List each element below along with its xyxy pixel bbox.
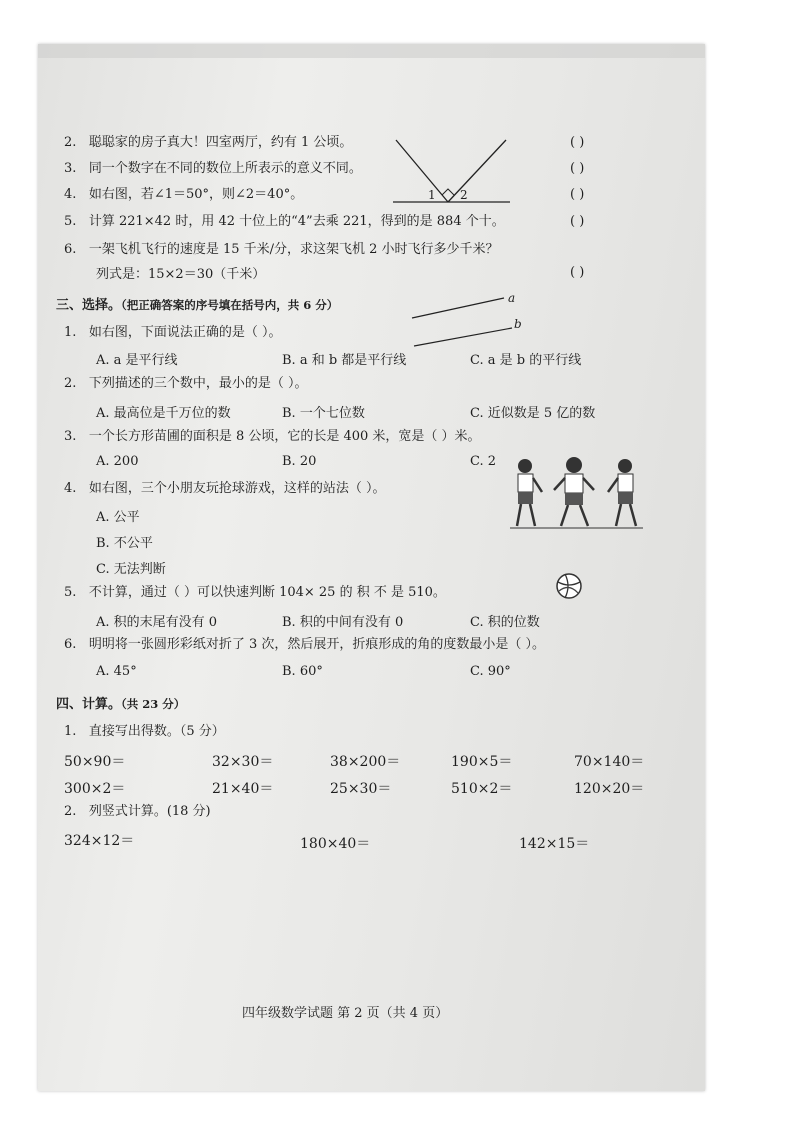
judge-item-6-formula: 列式是：15×2＝30（千米） (96, 267, 266, 282)
choice-q6: 6. 明明将一张圆形彩纸对折了 3 次，然后展开，折痕形成的角的度数最小是（ ）。 (64, 637, 545, 652)
calc-item: 190×5＝ (451, 754, 513, 770)
section-calc-heading: 四、计算。（共 23 分） (56, 697, 186, 712)
child-middle-figure (554, 457, 594, 526)
answer-paren: ( ) (570, 265, 585, 280)
choice-q1-option-b: B. a 和 b 都是平行线 (282, 353, 407, 368)
page-footer: 四年级数学试题 第 2 页（共 4 页） (242, 1006, 449, 1021)
choice-q2-option-a: A. 最高位是千万位的数 (96, 406, 231, 421)
angle-figure (388, 136, 513, 206)
choice-q3-option-b: B. 20 (282, 454, 317, 469)
calc-item: 70×140＝ (574, 754, 645, 770)
line-b-label: b (514, 317, 522, 331)
calc-item: 21×40＝ (212, 781, 274, 797)
calc-item: 510×2＝ (451, 781, 513, 797)
judge-item-4: 4. 如右图，若∠1＝50°，则∠2＝40°。 (64, 187, 304, 202)
choice-q1-option-c: C. a 是 b 的平行线 (470, 353, 582, 368)
choice-q3-option-a: A. 200 (96, 454, 139, 469)
exam-paper (38, 44, 705, 1091)
answer-paren: ( ) (570, 161, 585, 176)
line-a-label: a (508, 291, 516, 305)
calc-item: 50×90＝ (64, 754, 126, 770)
vertical-calc-item: 324×12＝ (64, 833, 135, 849)
choice-q1: 1. 如右图，下面说法正确的是（ ）。 (64, 325, 282, 340)
answer-paren: ( ) (570, 187, 585, 202)
parallel-lines-figure (408, 290, 528, 350)
calc-item: 38×200＝ (330, 754, 401, 770)
judge-item-5: 5. 计算 221×42 时，用 42 十位上的“4”去乘 221，得到的是 884 个十。 (64, 214, 505, 229)
ball-icon (554, 571, 584, 601)
child-left-figure (517, 459, 542, 526)
line-a (412, 298, 504, 318)
choice-q4-option-c: C. 无法判断 (96, 562, 166, 577)
left-ray (396, 140, 448, 202)
choice-q4-option-a: A. 公平 (96, 510, 140, 525)
angle-2-label: 2 (460, 188, 468, 202)
judge-item-3: 3. 同一个数字在不同的数位上所表示的意义不同。 (64, 161, 362, 176)
choice-q6-option-a: A. 45° (96, 664, 137, 679)
right-angle-mark (442, 189, 454, 195)
choice-q6-option-c: C. 90° (470, 664, 511, 679)
calc-item: 32×30＝ (212, 754, 274, 770)
choice-q3: 3. 一个长方形苗圃的面积是 8 公顷，它的长是 400 米，宽是（ ）米。 (64, 429, 481, 444)
choice-q1-option-a: A. a 是平行线 (96, 353, 178, 368)
judge-item-2: 2. 聪聪家的房子真大！四室两厅，约有 1 公顷。 (64, 135, 353, 150)
vertical-calc-item: 180×40＝ (300, 836, 371, 852)
calc-item: 120×20＝ (574, 781, 645, 797)
choice-q6-option-b: B. 60° (282, 664, 323, 679)
section-choice-heading: 三、选择。（把正确答案的序号填在括号内，共 6 分） (56, 298, 339, 313)
vertical-calc-item: 142×15＝ (519, 836, 590, 852)
calc-part2-title: 2. 列竖式计算。(18 分) (64, 804, 211, 819)
choice-q2-option-b: B. 一个七位数 (282, 406, 365, 421)
answer-paren: ( ) (570, 135, 585, 150)
calc-part1-title: 1. 直接写出得数。（5 分） (64, 724, 225, 739)
choice-q4-option-b: B. 不公平 (96, 536, 153, 551)
calc-item: 300×2＝ (64, 781, 126, 797)
choice-q4: 4. 如右图，三个小朋友玩抢球游戏，这样的站法（ ）。 (64, 481, 386, 496)
choice-q5-option-c: C. 积的位数 (470, 615, 540, 630)
child-right-figure (608, 459, 636, 526)
answer-paren: ( ) (570, 214, 585, 229)
choice-q2-option-c: C. 近似数是 5 亿的数 (470, 406, 596, 421)
judge-item-6: 6. 一架飞机飞行的速度是 15 千米/分，求这架飞机 2 小时飞行多少千米？ (64, 242, 499, 257)
children-ball-game-illustration (508, 456, 648, 532)
choice-q3-option-c: C. 2 (470, 454, 497, 469)
choice-q5-option-b: B. 积的中间有没有 0 (282, 615, 404, 630)
choice-q5-option-a: A. 积的末尾有没有 0 (96, 615, 218, 630)
choice-q2: 2. 下列描述的三个数中，最小的是（ ）。 (64, 376, 308, 391)
angle-1-label: 1 (428, 188, 436, 202)
right-ray (448, 140, 506, 202)
choice-q5: 5. 不计算，通过（ ）可以快速判断 104× 25 的 积 不 是 510。 (64, 585, 446, 600)
line-b (414, 328, 512, 346)
calc-item: 25×30＝ (330, 781, 392, 797)
